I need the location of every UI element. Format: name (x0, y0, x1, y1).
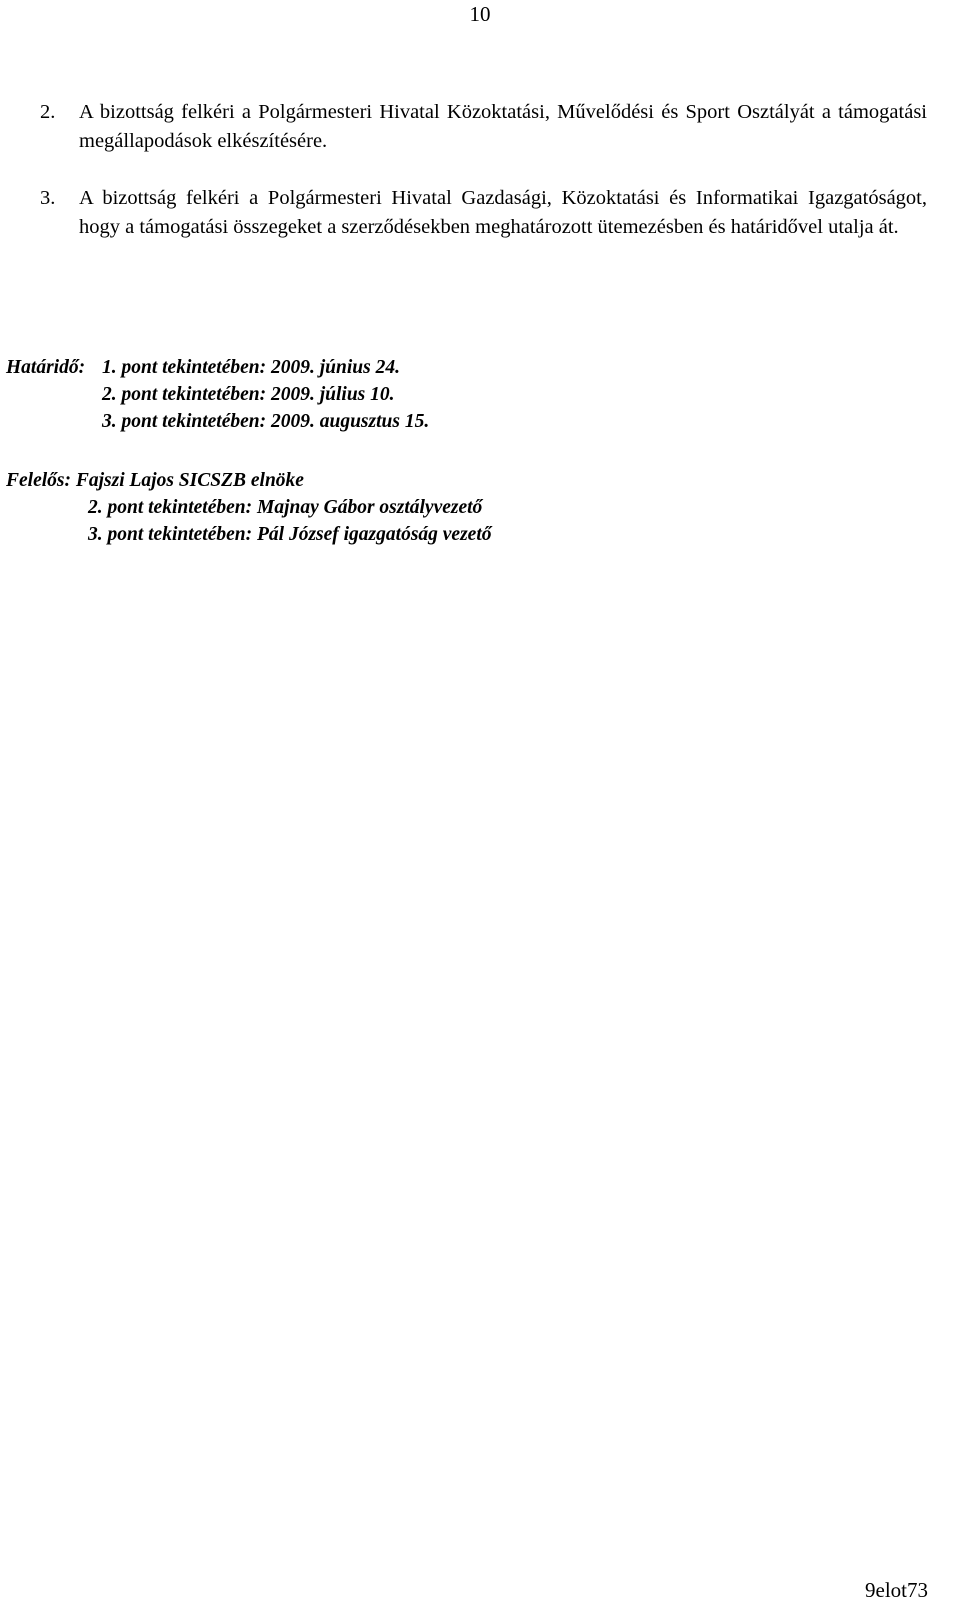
page-number: 10 (469, 2, 491, 26)
deadline-line: 2. pont tekintetében: 2009. július 10. (102, 384, 395, 405)
item-text: A bizottság felkéri a Polgármesteri Hivatal Közoktatási, Művelődési és Sport Osztályát a támogatási megállapodások elkészítésére. (79, 101, 927, 152)
responsible-block (6, 467, 492, 548)
deadline-row-1 (6, 354, 429, 381)
responsible-line: 3. pont tekintetében: Pál József igazgatóság vezető (88, 524, 492, 545)
responsible-first-line: Felelős: Fajszi Lajos SICSZB elnöke (6, 470, 304, 491)
deadline-block (6, 354, 429, 435)
item-number: 3. (40, 187, 56, 209)
deadline-line: 3. pont tekintetében: 2009. augusztus 15. (102, 411, 430, 432)
item-text: A bizottság felkéri a Polgármesteri Hivatal Gazdasági, Közoktatási és Informatikai Igazgatóságot, hogy a támogatási összegeket a szerződésekben meghatározott ütemezésben és határidővel utalja át. (79, 187, 927, 238)
deadline-label: Határidő: (6, 357, 86, 378)
deadline-line: 1. pont tekintetében: 2009. június 24. (102, 357, 400, 378)
document-code: 9elot73 (865, 1578, 928, 1602)
resolution-item-2 (40, 98, 927, 155)
resolution-item-3 (40, 184, 927, 241)
deadline-row-3 (6, 408, 429, 435)
responsible-line: 2. pont tekintetében: Majnay Gábor osztályvezető (88, 497, 483, 518)
item-number: 2. (40, 101, 56, 123)
deadline-row-2 (6, 381, 429, 408)
